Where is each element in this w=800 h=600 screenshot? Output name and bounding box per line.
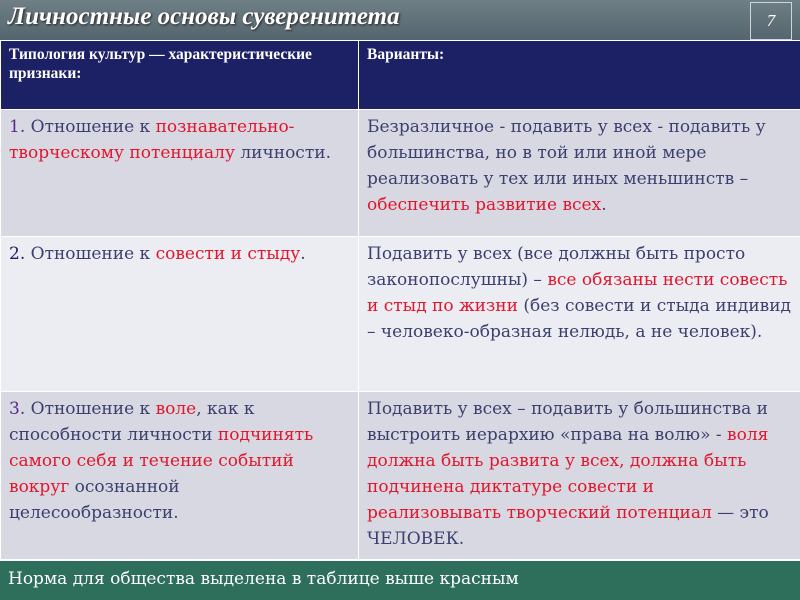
- text: .: [601, 195, 607, 215]
- text: (без совести и стыда индивид – человеко-образная нелюдь, а не человек).: [367, 296, 792, 342]
- text: Подавить у всех (все должны быть просто законопослушны) –: [367, 244, 746, 290]
- table-row: [1, 237, 800, 392]
- row-number: 2.: [9, 244, 26, 264]
- table-header-row: [1, 41, 800, 110]
- text: осознанной целесообразности.: [9, 477, 180, 523]
- text: Отношение к: [25, 399, 156, 419]
- text: Отношение к: [25, 244, 156, 264]
- culture-typology-table: [0, 40, 800, 573]
- text: — это ЧЕЛОВЕК.: [367, 503, 769, 549]
- highlight-red: все обязаны нести совесть и стыд по жизни: [367, 270, 788, 316]
- table-row: [1, 110, 800, 237]
- row3-variants: [359, 392, 800, 573]
- header-typology: Типология культур — характеристические признаки:: [1, 41, 359, 110]
- row3-criterion: [1, 392, 359, 573]
- highlight-red: обеспечить развитие всех: [367, 195, 602, 215]
- text: , как к способности личности: [9, 399, 255, 445]
- text: Подавить у всех – подавить у большинства и выстроить иерархию «права на волю» -: [367, 399, 768, 445]
- table-row: [1, 392, 800, 573]
- text: личности.: [234, 143, 331, 163]
- row1-criterion: [1, 110, 359, 237]
- highlight-red: воля должна быть развита у всех, должна быть подчинена диктатуре совести и реализовывать творческий потенциал: [367, 425, 769, 523]
- row-number: 3.: [9, 399, 26, 419]
- footer-note-bar: [0, 559, 800, 600]
- text: Безразличное - подавить у всех - подавить у большинства, но в той или иной мере реализовать у тех или иных меньшинств –: [367, 117, 766, 189]
- row2-variants: [359, 237, 800, 392]
- text: .: [300, 244, 306, 264]
- row1-variants: [359, 110, 800, 237]
- highlight-red: совести и стыду: [155, 244, 301, 264]
- slide-title: Личностные основы суверенитета: [8, 3, 400, 30]
- highlight-red: познавательно-творческому потенциалу: [9, 117, 295, 163]
- title-bar: [0, 0, 800, 40]
- footer-note: Норма для общества выделена в таблице выше красным: [8, 569, 519, 589]
- text: Отношение к: [25, 117, 156, 137]
- row2-criterion: [1, 237, 359, 392]
- page-number: 7: [750, 2, 792, 40]
- header-variants: Варианты:: [359, 41, 800, 110]
- highlight-red: подчинять самого себя и течение событий вокруг: [9, 425, 314, 497]
- row-number: 1.: [9, 117, 26, 137]
- highlight-red: воле: [155, 399, 197, 419]
